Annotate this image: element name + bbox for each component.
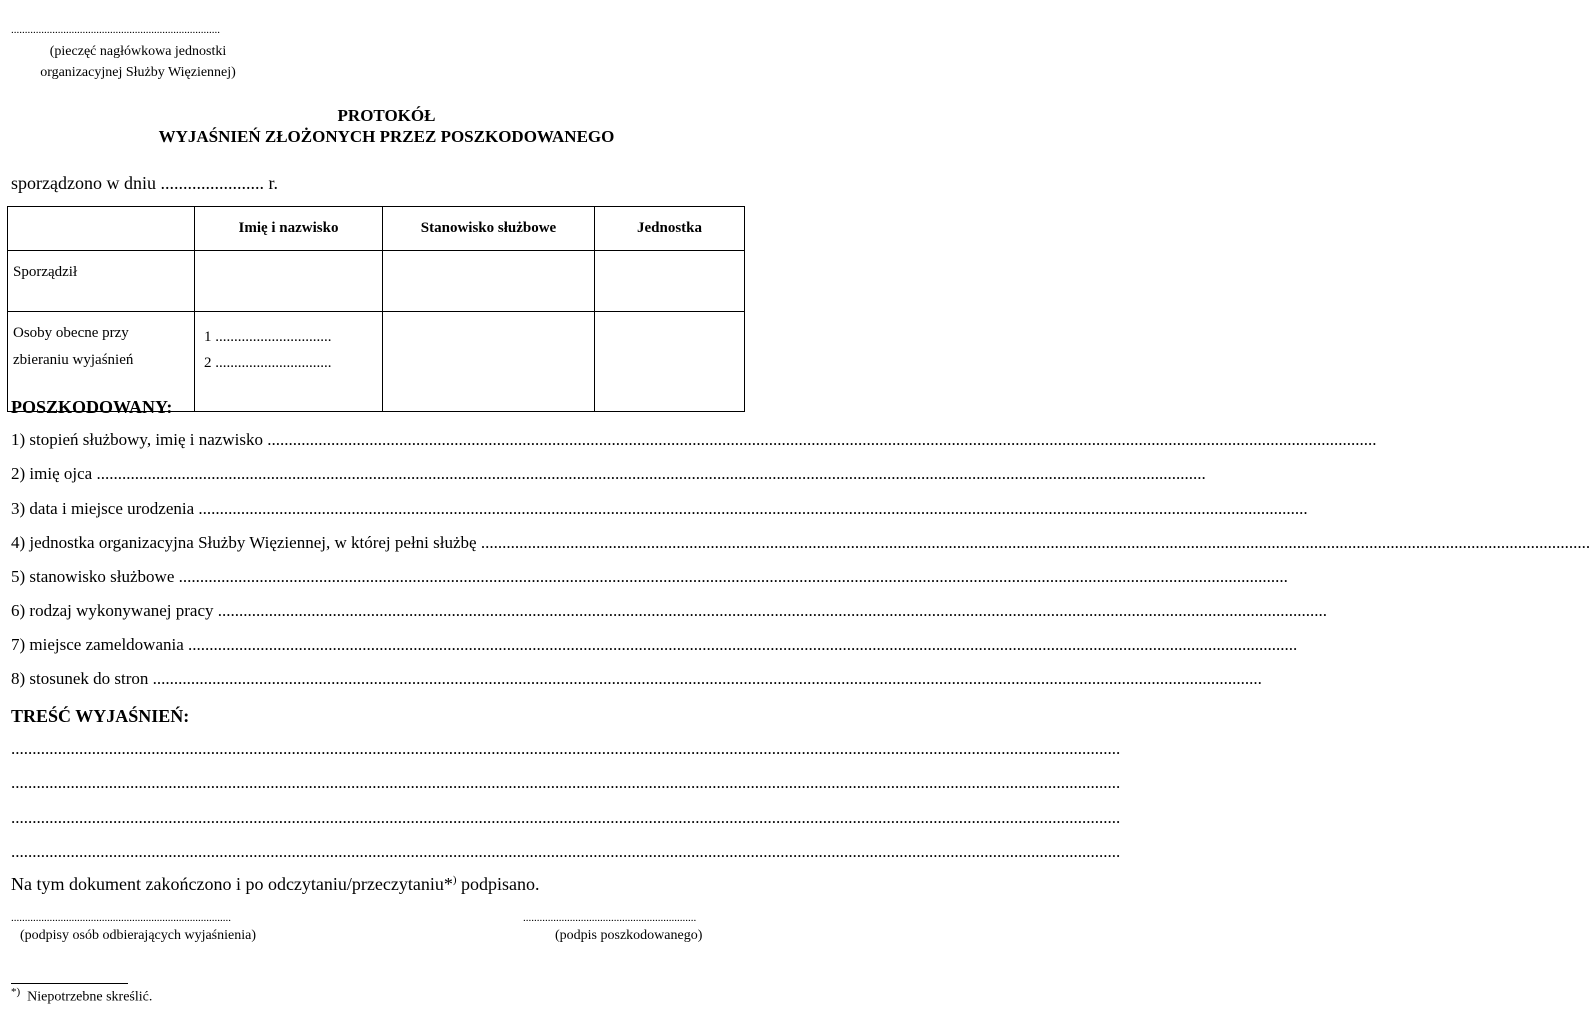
present-persons-names-cell[interactable] bbox=[195, 312, 383, 412]
field-label: 7) miejsce zameldowania bbox=[11, 635, 184, 654]
field-label: 2) imię ojca bbox=[11, 464, 93, 483]
present-persons-position-cell[interactable] bbox=[383, 312, 595, 412]
field-leader: ..................................................................................................................................................................................................................................................................... bbox=[217, 601, 1328, 620]
closing-text: Na tym dokument zakończono i po odczytaniu/przeczytaniu* bbox=[11, 874, 453, 894]
field-label: 4) jednostka organizacyjna Służby Więziennej, w której pełni służbę bbox=[11, 533, 477, 552]
injured-field-2[interactable] bbox=[11, 464, 1206, 484]
field-leader: ..................................................................................................................................................................................................................................................................... bbox=[267, 430, 1377, 449]
field-label: 6) rodzaj wykonywanej pracy bbox=[11, 601, 214, 620]
title-line2: WYJAŚNIEŃ ZŁOŻONYCH PRZEZ POSZKODOWANEGO bbox=[158, 127, 615, 146]
closing-footnote-marker: ) bbox=[452, 874, 457, 886]
injured-field-8[interactable] bbox=[11, 669, 1262, 689]
present-person-1[interactable]: 1 ............................... bbox=[204, 329, 332, 345]
injured-field-3[interactable] bbox=[11, 499, 1308, 519]
table-header-row bbox=[8, 207, 745, 251]
table-header-position: Stanowisko służbowe bbox=[383, 207, 595, 251]
signature-line-receivers[interactable]: ................................................................................ bbox=[11, 912, 231, 924]
prepared-by-position-cell[interactable] bbox=[383, 251, 595, 312]
field-leader: ..................................................................................................................................................................................................................................................................... bbox=[198, 499, 1308, 518]
field-leader: ..................................................................................................................................................................................................................................................................... bbox=[480, 533, 1590, 552]
persons-table bbox=[7, 206, 745, 412]
stamp-caption bbox=[10, 41, 266, 83]
field-leader: ..................................................................................................................................................................................................................................................................... bbox=[96, 464, 1206, 483]
present-label-line2: zbieraniu wyjaśnień bbox=[13, 352, 134, 368]
field-label: 1) stopień służbowy, imię i nazwisko bbox=[11, 430, 263, 449]
stamp-dotted-line: ............................................................................ bbox=[11, 24, 220, 36]
explanation-line[interactable]: ..................................................................................................................................................................................................................................................................... bbox=[11, 842, 1121, 861]
field-leader: ..................................................................................................................................................................................................................................................................... bbox=[152, 669, 1262, 688]
footnote bbox=[11, 986, 152, 1006]
explanation-line[interactable]: ..................................................................................................................................................................................................................................................................... bbox=[11, 808, 1121, 827]
present-person-2[interactable]: 2 ............................... bbox=[204, 355, 332, 371]
injured-field-7[interactable] bbox=[11, 635, 1298, 655]
explanation-heading: TREŚĆ WYJAŚNIEŃ: bbox=[11, 706, 190, 726]
title-line1: PROTOKÓŁ bbox=[337, 106, 436, 125]
table-header-name: Imię i nazwisko bbox=[195, 207, 383, 251]
signature-caption-receivers: (podpisy osób odbierających wyjaśnienia) bbox=[20, 928, 256, 943]
stamp-caption-line1: (pieczęć nagłówkowa jednostki bbox=[49, 44, 227, 59]
field-leader: ..................................................................................................................................................................................................................................................................... bbox=[178, 567, 1288, 586]
closing-statement bbox=[11, 874, 540, 895]
explanation-line[interactable]: ..................................................................................................................................................................................................................................................................... bbox=[11, 773, 1121, 792]
injured-field-4[interactable] bbox=[11, 533, 1590, 553]
injured-heading: POSZKODOWANY: bbox=[11, 397, 173, 417]
field-label: 3) data i miejsce urodzenia bbox=[11, 499, 195, 518]
field-label: 8) stosunek do stron bbox=[11, 669, 149, 688]
date-field[interactable]: sporządzono w dniu ....................... r. bbox=[11, 173, 278, 193]
injured-field-6[interactable] bbox=[11, 601, 1328, 621]
signature-line-injured[interactable]: ............................................................... bbox=[523, 912, 697, 924]
footnote-text: Niepotrzebne skreślić. bbox=[27, 989, 153, 1005]
stamp-caption-line2: organizacyjnej Służby Więziennej) bbox=[40, 65, 236, 80]
field-label: 5) stanowisko służbowe bbox=[11, 567, 175, 586]
present-label-line1: Osoby obecne przy bbox=[13, 325, 129, 341]
explanation-line[interactable]: ..................................................................................................................................................................................................................................................................... bbox=[11, 739, 1121, 758]
injured-field-1[interactable] bbox=[11, 430, 1377, 450]
prepared-by-unit-cell[interactable] bbox=[595, 251, 745, 312]
present-persons-unit-cell[interactable] bbox=[595, 312, 745, 412]
closing-text-end: podpisano. bbox=[456, 874, 540, 894]
footnote-marker: *) bbox=[11, 986, 21, 998]
prepared-by-name-cell[interactable] bbox=[195, 251, 383, 312]
document-title bbox=[0, 105, 773, 147]
table-header-empty bbox=[8, 207, 195, 251]
table-header-unit: Jednostka bbox=[595, 207, 745, 251]
injured-field-5[interactable] bbox=[11, 567, 1288, 587]
footnote-divider bbox=[11, 983, 128, 984]
signature-caption-injured: (podpis poszkodowanego) bbox=[555, 928, 703, 943]
row-label-prepared-by: Sporządził bbox=[8, 251, 195, 312]
field-leader: ..................................................................................................................................................................................................................................................................... bbox=[188, 635, 1298, 654]
table-row bbox=[8, 251, 745, 312]
